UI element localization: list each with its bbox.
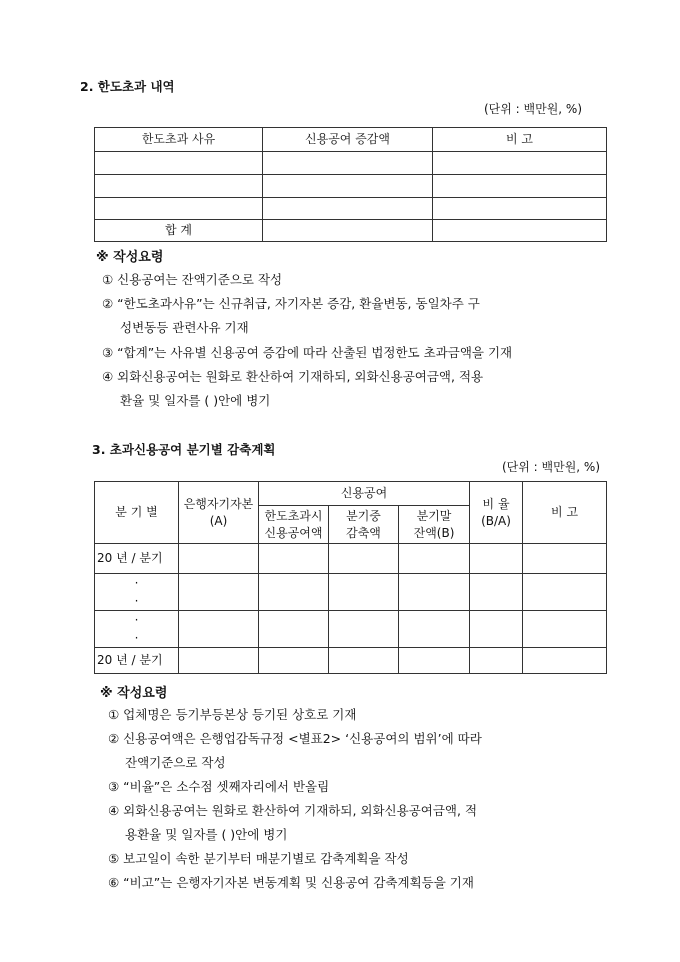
header-ratio-label: 비 율 (482, 496, 510, 511)
dot: · (134, 613, 139, 627)
quarter-label: 20 년 / 분기 (95, 648, 179, 674)
table-row (95, 648, 607, 674)
cell[interactable] (259, 544, 329, 574)
note-item: ⑥ “비고”는 은행자기자본 변동계획 및 신용공여 감축계획등을 기재 (108, 875, 474, 890)
notes-title: ※ 작성요령 (96, 250, 164, 265)
note-item: ③ “합계”는 사유별 신용공여 증감에 따라 산출된 법정한도 초과금액을 기재 (102, 345, 513, 360)
header-quarter-reduction (329, 506, 399, 544)
cell[interactable] (329, 611, 399, 648)
note-item: ② 신용공여액은 은행업감독규정 <별표2> ‘신용공여의 범위’에 따라 (108, 731, 482, 746)
cell[interactable] (263, 220, 433, 242)
cell[interactable] (179, 611, 259, 648)
cell[interactable] (329, 544, 399, 574)
note-item: 잔액기준으로 작성 (125, 755, 226, 770)
cell[interactable] (179, 544, 259, 574)
cell[interactable] (523, 611, 607, 648)
cell[interactable] (433, 152, 607, 175)
header-capital (179, 482, 259, 544)
table-row (95, 152, 607, 175)
label: 분기중 (346, 508, 381, 523)
total-row (95, 220, 607, 242)
note-item: ① 업체명은 등기부등본상 등기된 상호로 기재 (108, 707, 357, 722)
label: 한도초과시 (264, 508, 323, 523)
note-item: ⑤ 보고일이 속한 분기부터 매분기별로 감축계획을 작성 (108, 851, 409, 866)
cell[interactable] (523, 648, 607, 674)
section2-title: 2. 한도초과 내역 (80, 79, 175, 94)
ellipsis-cell (95, 574, 179, 611)
label: 분기말 (416, 508, 452, 523)
section3-unit: (단위 : 백만원, %) (501, 460, 600, 474)
cell[interactable] (433, 175, 607, 198)
cell[interactable] (470, 544, 523, 574)
reduction-plan-table (94, 481, 607, 674)
cell[interactable] (399, 648, 470, 674)
label: 잔액(B) (413, 525, 455, 540)
cell[interactable] (179, 648, 259, 674)
cell[interactable] (95, 198, 263, 220)
note-item: ④ 외화신용공여는 원화로 환산하여 기재하되, 외화신용공여금액, 적용 (102, 369, 484, 384)
cell[interactable] (470, 648, 523, 674)
cell[interactable] (470, 574, 523, 611)
cell[interactable] (523, 544, 607, 574)
cell[interactable] (433, 198, 607, 220)
cell[interactable] (263, 175, 433, 198)
table-row (95, 175, 607, 198)
header-credit-group: 신용공여 (259, 482, 470, 506)
note-item: 환율 및 일자를 ( )안에 병기 (120, 393, 271, 408)
cell[interactable] (179, 574, 259, 611)
header-remark: 비 고 (433, 128, 607, 152)
limit-excess-table (94, 127, 607, 242)
cell[interactable] (259, 574, 329, 611)
quarter-label: 20 년 / 분기 (95, 544, 179, 574)
dot: · (134, 594, 139, 608)
note-item: 용환율 및 일자를 ( )안에 병기 (125, 827, 288, 842)
note-item: ③ “비율”은 소수점 셋째자리에서 반올림 (108, 779, 330, 794)
total-label: 합 계 (95, 220, 263, 242)
cell[interactable] (433, 220, 607, 242)
cell[interactable] (399, 544, 470, 574)
note-item: ④ 외화신용공여는 원화로 환산하여 기재하되, 외화신용공여금액, 적 (108, 803, 478, 818)
table-row (95, 574, 607, 611)
header-credit-change: 신용공여 증감액 (263, 128, 433, 152)
cell[interactable] (329, 648, 399, 674)
header-capital-label: 은행자기자본 (183, 496, 254, 511)
header-reason: 한도초과 사유 (95, 128, 263, 152)
note-item: 성변동등 관련사유 기재 (120, 320, 249, 335)
notes-title: ※ 작성요령 (100, 686, 168, 701)
label: 감축액 (346, 525, 381, 540)
cell[interactable] (259, 611, 329, 648)
cell[interactable] (95, 175, 263, 198)
cell[interactable] (95, 152, 263, 175)
section3-title: 3. 초과신용공여 분기별 감축계획 (92, 442, 276, 457)
cell[interactable] (523, 574, 607, 611)
header-quarter-end-balance (399, 506, 470, 544)
header-ratio-sub: (B/A) (481, 513, 511, 528)
note-item: ① 신용공여는 잔액기준으로 작성 (102, 272, 283, 287)
cell[interactable] (329, 574, 399, 611)
cell[interactable] (399, 611, 470, 648)
table-row (95, 198, 607, 220)
table-row (95, 544, 607, 574)
cell[interactable] (259, 648, 329, 674)
label: 신용공여액 (264, 525, 323, 540)
section2-unit: (단위 : 백만원, %) (483, 102, 582, 116)
dot: · (134, 631, 139, 645)
header-excess-credit (259, 506, 329, 544)
cell[interactable] (470, 611, 523, 648)
cell[interactable] (399, 574, 470, 611)
header-remark: 비 고 (523, 482, 607, 544)
cell[interactable] (263, 152, 433, 175)
cell[interactable] (263, 198, 433, 220)
header-ratio (470, 482, 523, 544)
header-quarter: 분 기 별 (95, 482, 179, 544)
table-row (95, 611, 607, 648)
header-capital-sub: (A) (209, 513, 228, 528)
note-item: ② “한도초과사유”는 신규취급, 자기자본 증감, 환율변동, 동일차주 구 (102, 296, 480, 311)
dot: · (134, 576, 139, 590)
ellipsis-cell (95, 611, 179, 648)
